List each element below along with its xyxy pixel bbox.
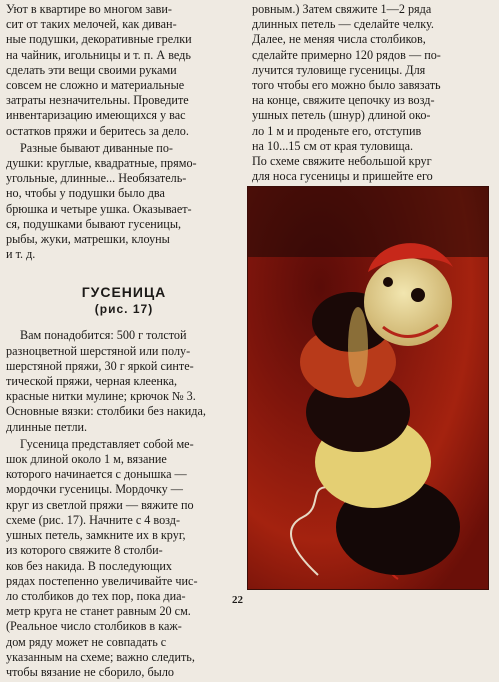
body-stripe: [348, 307, 368, 387]
right-column: [252, 0, 490, 186]
caterpillar-head: [364, 258, 452, 346]
heading-title: ГУСЕНИЦА: [81, 284, 167, 301]
section-heading: [6, 284, 242, 318]
instructions-paragraph: Гусеница представляет собой ме- шок длиной около 1 м, вязание которого начинается с донышка — мордочки гусеницы. Мордочку — круг из светлой пряжи — вяжите по схеме (рис. 17). Начните с 4 возд- ушных петель, замкните их в круг, из которого свяжите 8 столби- ков без накида. В последующих рядах постепенно увеличивайте чис- ло столбиков до тех пор, пока диа- метр круга не станет равным 20 см. (Реальное число столбиков в каж- дом ряду может не совпадать с указанным на схеме; важно следить, чтобы вязание не сборило, было: [6, 436, 198, 679]
page-number: 22: [232, 594, 243, 606]
photo-shadow: [248, 187, 488, 257]
pillows-paragraph: Разные бывают диванные по- душки: круглые, квадратные, прямо- угольные, длинные... Необязатель- но, чтобы у подушки было два брюшка и четыре ушка. Оказывает- ся, подушками бывают гусеницы, рыбы, жуки, матрешки, клоуны и т. д.: [6, 140, 197, 262]
caterpillar-illustration: [248, 187, 488, 589]
heading-subtitle: (рис. 17): [94, 302, 154, 317]
caterpillar-photo: [247, 186, 489, 590]
left-column: [6, 0, 242, 682]
continuation-paragraph: ровным.) Затем свяжите 1—2 ряда длинных петель — сделайте челку. Далее, не меняя числа столбиков, сделайте примерно 120 рядов — по- лучится туловище гусеницы. Для того чтобы его можно было завязать на конце, свяжите цепочку из возд- ушных петель (шнур) длиной око- ло 1 м и проденьте его, отступив на 10...15 см от края туловища. По схеме свяжите небольшой круг для носа гусеницы и пришейте его: [252, 2, 441, 184]
intro-paragraph: Уют в квартире во многом зави- сит от таких мелочей, как диван- ные подушки, декоративные грелки на чайник, игольницы и т. п. А ведь сделать эти вещи своими руками совсем не сложно и материальные затраты незначительны. Проведите инвентаризацию имеющихся у вас остатков пряжи и беритесь за дело.: [6, 2, 192, 138]
caterpillar-nose: [383, 277, 393, 287]
caterpillar-eye: [411, 288, 425, 302]
materials-paragraph: Вам понадобится: 500 г толстой разноцветной шерстяной или полу- шерстяной пряжи, 30 г яркой синте- тической пряжи, черная клеенка, красные нитки мулине; крючок № 3. Основные вязки: столбики без накида, длинные петли.: [6, 328, 206, 434]
